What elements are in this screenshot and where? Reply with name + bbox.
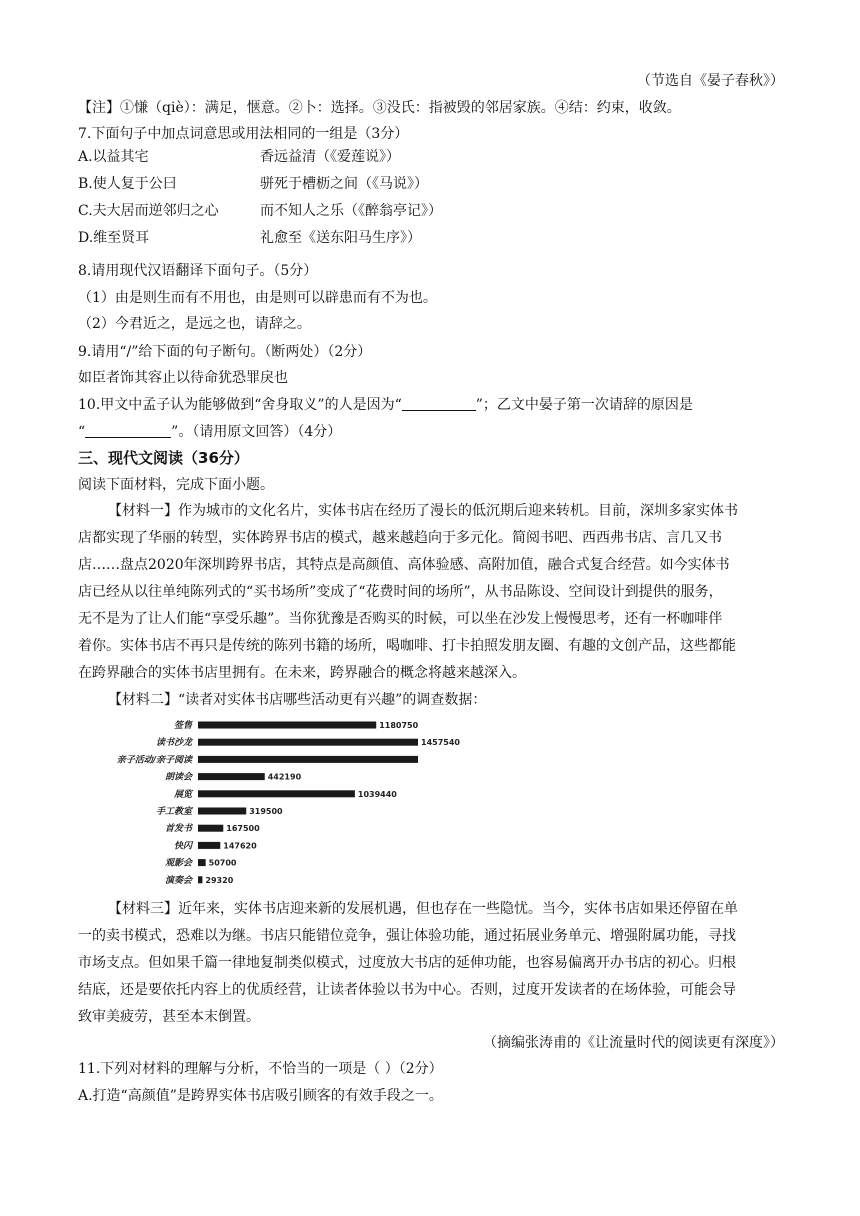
bar [198, 790, 355, 797]
value-label: 319500 [249, 807, 283, 816]
option-right: 骈死于槽枥之间（《马说》） [260, 176, 428, 192]
material-1-line: 着你。实体书店不再只是传统的陈列书籍的场所，喝咖啡、打卡拍照发朋友圈、有趣的文创产品，这些都能 [78, 638, 736, 654]
option-right: 而不知人之乐（《醉翁亭记》） [260, 203, 442, 219]
question-8-sentence-2: （2）今君近之，是远之也，请辞之。 [78, 316, 311, 332]
question-9-sentence: 如臣者饰其容止以待命犹恐罪戾也 [78, 370, 288, 386]
question-7-option-d [78, 229, 421, 247]
bar [198, 739, 418, 746]
value-label: 1180750 [379, 721, 419, 730]
material-3-line: 一的卖书模式，恐难以为继。书店只能错位竞争，强让体验功能，通过拓展业务单元、增强附属功能，寻找 [78, 928, 736, 944]
material-3-line: 【材料三】近年来，实体书店迎来新的发展机遇，但也存在一些隐忧。当今，实体书店如果还停留在单 [108, 901, 738, 917]
question-8-stem: 8.请用现代汉语翻译下面句子。（5分） [78, 263, 318, 279]
question-7-option-b [78, 175, 428, 193]
category-label: 展览 [173, 789, 192, 800]
category-label: 朗读会 [164, 772, 192, 783]
value-label: 442190 [267, 772, 302, 782]
material-3-line: 致审美疲劳，甚至本末倒置。 [78, 1009, 260, 1025]
q10-text-3: “ [78, 424, 86, 440]
section-3-instruction: 阅读下面材料，完成下面小题。 [78, 477, 274, 493]
bar [198, 722, 376, 729]
material-1-line: 无不是为了让人们能“享受乐趣”。当你犹豫是否购买的时候，可以坐在沙发上慢慢思考，还有一杯咖啡伴 [78, 611, 723, 627]
category-label: 快闪 [173, 841, 192, 852]
answer-blank-1[interactable] [402, 396, 476, 411]
category-label: 演奏会 [164, 875, 192, 886]
bar [198, 825, 223, 832]
value-label: 147620 [223, 841, 257, 851]
category-label: 观影会 [164, 858, 192, 869]
q10-text-2: ”；乙文中晏子第一次请辞的原因是 [475, 397, 693, 413]
category-label: 签售 [173, 721, 192, 731]
question-10-line-2 [78, 423, 784, 441]
bar [198, 859, 206, 866]
question-7-stem: 7.下面句子中加点词意思或用法相同的一组是（3分） [78, 126, 409, 142]
q10-text-1: 10.甲文中孟子认为能够做到“舍身取义”的人是因为“ [78, 397, 402, 413]
bar [198, 773, 265, 780]
material-2-intro: 【材料二】“读者对实体书店哪些活动更有兴趣”的调查数据： [108, 692, 487, 708]
bar [198, 876, 202, 883]
option-left: C.夫大居而逆邻归之心 [78, 203, 219, 219]
material-1-line: 在跨界融合的实体书店里拥有。在未来，跨界融合的概念将越来越深入。 [78, 665, 526, 681]
bar [198, 842, 220, 849]
bar [198, 756, 418, 763]
section-3-heading: 三、现代文阅读（36分） [78, 449, 249, 467]
material-1-line: 店已经从以往单纯陈列式的“买书场所”变成了“花费时间的场所”，从书品陈设、空间设计到提供的服务， [78, 584, 723, 600]
question-8-sentence-1: （1）由是则生而有不用也，由是则可以辟患而有不为也。 [78, 290, 437, 306]
option-right: 礼愈至《送东阳马生序》） [260, 230, 421, 246]
question-10-line-1 [78, 396, 784, 414]
value-label: 29320 [205, 875, 234, 885]
question-11-option-a: A.打造“高颜值”是跨界实体书店吸引顾客的有效手段之一。 [78, 1088, 443, 1104]
bar-chart-svg [78, 713, 538, 891]
category-label: 首发书 [164, 824, 192, 835]
category-label: 手工教室 [155, 807, 192, 817]
material-1-line: 店……盘点2020年深圳跨界书店，其特点是高颜值、高体验感、高附加值，融合式复合经营。如今实体书 [78, 557, 730, 573]
material-3-line: 市场支点。但如果千篇一律地复制类似模式，过度放大书店的延伸功能，也容易偏离开办书店的初心。归根 [78, 955, 736, 971]
annotation-note: 【注】①慊（qiè）：满足，惬意。②卜：选择。③没氏：指被毁的邻居家族。④结：约束，收敛。 [78, 100, 681, 116]
material-1-line: 【材料一】作为城市的文化名片，实体书店在经历了漫长的低沉期后迎来转机。目前，深圳多家实体书 [108, 503, 738, 519]
answer-blank-2[interactable] [85, 423, 171, 438]
option-left: A.以益其宅 [78, 149, 149, 165]
question-7-option-c [78, 202, 442, 220]
q10-text-4: ”。（请用原文回答）（4分） [171, 424, 342, 440]
value-label: 1039440 [357, 789, 397, 799]
material-3-source: （摘编张涛甫的《让流量时代的阅读更有深度》） [483, 1035, 784, 1051]
option-left: B.使人复于公曰 [78, 176, 177, 192]
question-11-stem: 11.下列对材料的理解与分析，不恰当的一项是（ ）（2分） [78, 1061, 443, 1077]
material-1-line: 店都实现了华丽的转型，实体跨界书店的模式，越来越趋向于多元化。简阅书吧、西西弗书店、言几又书 [78, 530, 722, 546]
passage-source: （节选自《晏子春秋》） [637, 73, 784, 89]
category-label: 亲子活动/亲子阅读 [116, 755, 192, 766]
category-label: 读书沙龙 [155, 738, 192, 749]
material-3-line: 结底，还是要依托内容上的优质经营，让读者体验以书为中心。否则，过度开发读者的在场体验，可能会导 [78, 982, 736, 998]
value-label: 1457540 [421, 738, 460, 748]
value-label: 167500 [226, 824, 260, 834]
bar [198, 808, 246, 815]
question-7-option-a [78, 148, 400, 166]
value-label: 50700 [208, 858, 237, 868]
survey-bar-chart [78, 713, 538, 891]
option-left: D.维至贤耳 [78, 230, 150, 246]
option-right: 香远益清（《爱莲说》） [260, 149, 400, 165]
question-9-stem: 9.请用“/”给下面的句子断句。（断两处）（2分） [78, 344, 372, 360]
